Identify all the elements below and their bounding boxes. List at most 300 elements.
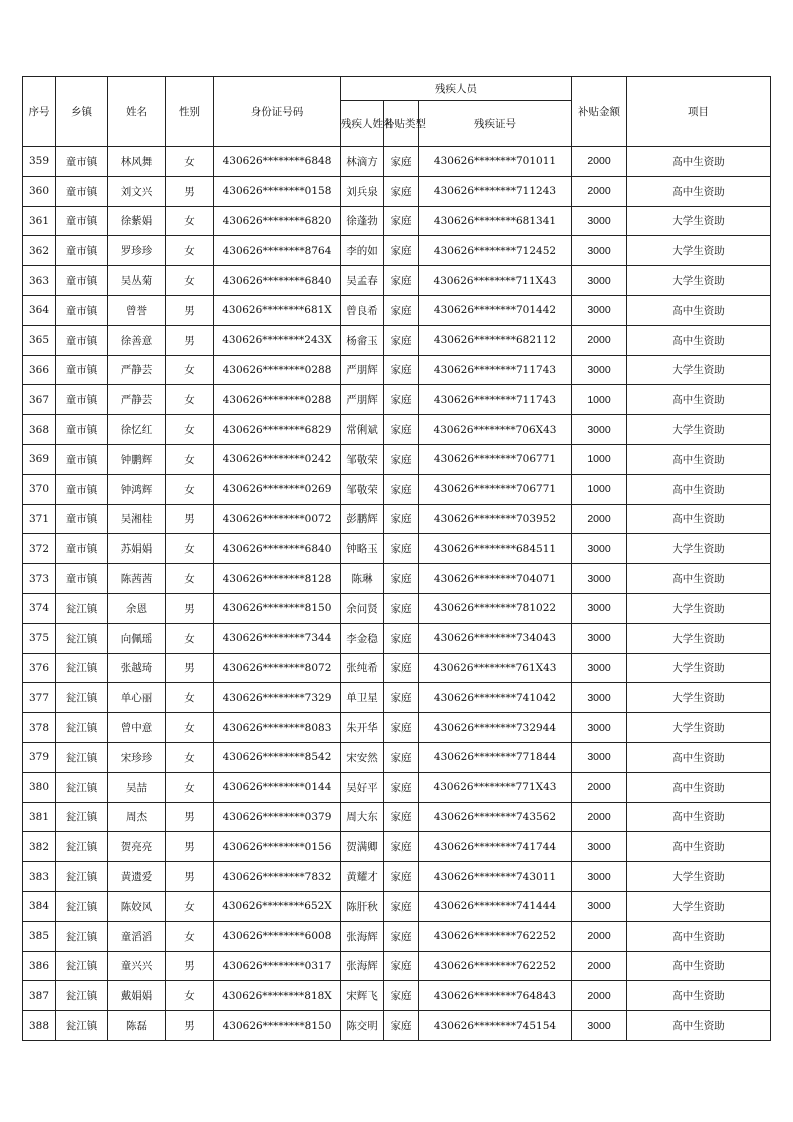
cell-project: 大学生资助 bbox=[627, 534, 771, 564]
cell-town: 瓮江镇 bbox=[56, 802, 108, 832]
cell-subsidy-type: 家庭 bbox=[384, 295, 419, 325]
cell-gender: 女 bbox=[166, 206, 214, 236]
cell-name: 钟鹏辉 bbox=[108, 444, 166, 474]
cell-name: 黄遗爱 bbox=[108, 862, 166, 892]
cell-subsidy-type: 家庭 bbox=[384, 385, 419, 415]
cell-id-number: 430626********681X bbox=[214, 295, 341, 325]
cell-subsidy-type: 家庭 bbox=[384, 1011, 419, 1041]
table-row bbox=[23, 951, 771, 981]
cell-id-number: 430626********6829 bbox=[214, 415, 341, 445]
cell-subsidy-type: 家庭 bbox=[384, 236, 419, 266]
cell-id-number: 430626********652X bbox=[214, 891, 341, 921]
table-row bbox=[23, 1011, 771, 1041]
table-row bbox=[23, 564, 771, 594]
cell-seq: 366 bbox=[23, 355, 56, 385]
cell-subsidy-type: 家庭 bbox=[384, 266, 419, 296]
cell-id-number: 430626********6840 bbox=[214, 534, 341, 564]
cell-project: 高中生资助 bbox=[627, 742, 771, 772]
cell-disabled-name: 陈交明 bbox=[341, 1011, 384, 1041]
cell-gender: 女 bbox=[166, 891, 214, 921]
cell-seq: 362 bbox=[23, 236, 56, 266]
cell-amount: 2000 bbox=[572, 951, 627, 981]
cell-amount: 3000 bbox=[572, 832, 627, 862]
cell-gender: 男 bbox=[166, 862, 214, 892]
cell-seq: 388 bbox=[23, 1011, 56, 1041]
cell-subsidy-type: 家庭 bbox=[384, 355, 419, 385]
cell-cert-number: 430626********771X43 bbox=[419, 772, 572, 802]
cell-name: 单心丽 bbox=[108, 683, 166, 713]
cell-amount: 2000 bbox=[572, 802, 627, 832]
cell-disabled-name: 陈肝秋 bbox=[341, 891, 384, 921]
header-town: 乡镇 bbox=[56, 77, 108, 147]
cell-cert-number: 430626********711743 bbox=[419, 355, 572, 385]
cell-amount: 2000 bbox=[572, 921, 627, 951]
cell-town: 童市镇 bbox=[56, 295, 108, 325]
cell-seq: 379 bbox=[23, 742, 56, 772]
cell-amount: 3000 bbox=[572, 415, 627, 445]
table-row bbox=[23, 832, 771, 862]
cell-name: 戴娟娟 bbox=[108, 981, 166, 1011]
cell-amount: 3000 bbox=[572, 713, 627, 743]
cell-project: 高中生资助 bbox=[627, 981, 771, 1011]
cell-project: 高中生资助 bbox=[627, 951, 771, 981]
cell-id-number: 430626********6008 bbox=[214, 921, 341, 951]
cell-project: 高中生资助 bbox=[627, 564, 771, 594]
table-row bbox=[23, 176, 771, 206]
table-row bbox=[23, 415, 771, 445]
cell-id-number: 430626********8150 bbox=[214, 593, 341, 623]
cell-subsidy-type: 家庭 bbox=[384, 921, 419, 951]
cell-subsidy-type: 家庭 bbox=[384, 713, 419, 743]
cell-name: 林风舞 bbox=[108, 147, 166, 177]
cell-seq: 376 bbox=[23, 653, 56, 683]
cell-subsidy-type: 家庭 bbox=[384, 683, 419, 713]
cell-seq: 372 bbox=[23, 534, 56, 564]
cell-town: 瓮江镇 bbox=[56, 683, 108, 713]
cell-project: 高中生资助 bbox=[627, 772, 771, 802]
table-row bbox=[23, 236, 771, 266]
cell-gender: 男 bbox=[166, 504, 214, 534]
cell-cert-number: 430626********764843 bbox=[419, 981, 572, 1011]
table-row bbox=[23, 802, 771, 832]
cell-subsidy-type: 家庭 bbox=[384, 325, 419, 355]
cell-seq: 380 bbox=[23, 772, 56, 802]
cell-project: 高中生资助 bbox=[627, 832, 771, 862]
cell-cert-number: 430626********761X43 bbox=[419, 653, 572, 683]
cell-seq: 363 bbox=[23, 266, 56, 296]
cell-disabled-name: 陈琳 bbox=[341, 564, 384, 594]
cell-project: 大学生资助 bbox=[627, 653, 771, 683]
cell-town: 童市镇 bbox=[56, 147, 108, 177]
cell-id-number: 430626********0379 bbox=[214, 802, 341, 832]
cell-amount: 3000 bbox=[572, 891, 627, 921]
cell-name: 吴丛菊 bbox=[108, 266, 166, 296]
cell-project: 大学生资助 bbox=[627, 236, 771, 266]
cell-name: 钟鸿辉 bbox=[108, 474, 166, 504]
cell-gender: 男 bbox=[166, 176, 214, 206]
cell-cert-number: 430626********711743 bbox=[419, 385, 572, 415]
header-id-number: 身份证号码 bbox=[214, 77, 341, 147]
cell-cert-number: 430626********681341 bbox=[419, 206, 572, 236]
cell-seq: 371 bbox=[23, 504, 56, 534]
cell-disabled-name: 张海辉 bbox=[341, 921, 384, 951]
cell-id-number: 430626********0317 bbox=[214, 951, 341, 981]
cell-gender: 女 bbox=[166, 772, 214, 802]
table-row bbox=[23, 444, 771, 474]
cell-disabled-name: 徐蓬勃 bbox=[341, 206, 384, 236]
cell-disabled-name: 朱开华 bbox=[341, 713, 384, 743]
cell-disabled-name: 吴孟春 bbox=[341, 266, 384, 296]
cell-cert-number: 430626********682112 bbox=[419, 325, 572, 355]
cell-town: 瓮江镇 bbox=[56, 832, 108, 862]
cell-amount: 3000 bbox=[572, 355, 627, 385]
cell-name: 曾誉 bbox=[108, 295, 166, 325]
cell-project: 大学生资助 bbox=[627, 355, 771, 385]
cell-name: 童滔滔 bbox=[108, 921, 166, 951]
cell-cert-number: 430626********712452 bbox=[419, 236, 572, 266]
cell-disabled-name: 严朋辉 bbox=[341, 385, 384, 415]
header-seq: 序号 bbox=[23, 77, 56, 147]
cell-id-number: 430626********6840 bbox=[214, 266, 341, 296]
cell-id-number: 430626********7344 bbox=[214, 623, 341, 653]
cell-project: 大学生资助 bbox=[627, 266, 771, 296]
header-disabled-name: 残疾人姓名 bbox=[341, 101, 384, 147]
cell-id-number: 430626********8128 bbox=[214, 564, 341, 594]
cell-project: 大学生资助 bbox=[627, 206, 771, 236]
cell-cert-number: 430626********741444 bbox=[419, 891, 572, 921]
cell-disabled-name: 林滴方 bbox=[341, 147, 384, 177]
cell-subsidy-type: 家庭 bbox=[384, 564, 419, 594]
cell-cert-number: 430626********743011 bbox=[419, 862, 572, 892]
table-row bbox=[23, 266, 771, 296]
cell-town: 童市镇 bbox=[56, 266, 108, 296]
table-row bbox=[23, 981, 771, 1011]
cell-id-number: 430626********0158 bbox=[214, 176, 341, 206]
header-subsidy-type: 补贴类型 bbox=[384, 101, 419, 147]
cell-project: 高中生资助 bbox=[627, 802, 771, 832]
cell-project: 大学生资助 bbox=[627, 891, 771, 921]
cell-name: 陈磊 bbox=[108, 1011, 166, 1041]
cell-cert-number: 430626********732944 bbox=[419, 713, 572, 743]
cell-project: 高中生资助 bbox=[627, 474, 771, 504]
cell-amount: 3000 bbox=[572, 295, 627, 325]
cell-amount: 1000 bbox=[572, 474, 627, 504]
cell-gender: 女 bbox=[166, 981, 214, 1011]
cell-town: 瓮江镇 bbox=[56, 1011, 108, 1041]
cell-disabled-name: 周大东 bbox=[341, 802, 384, 832]
cell-subsidy-type: 家庭 bbox=[384, 653, 419, 683]
cell-gender: 女 bbox=[166, 683, 214, 713]
table-row bbox=[23, 653, 771, 683]
cell-amount: 1000 bbox=[572, 444, 627, 474]
table-row bbox=[23, 713, 771, 743]
cell-cert-number: 430626********704071 bbox=[419, 564, 572, 594]
table-row bbox=[23, 862, 771, 892]
cell-id-number: 430626********7329 bbox=[214, 683, 341, 713]
cell-seq: 382 bbox=[23, 832, 56, 862]
cell-subsidy-type: 家庭 bbox=[384, 147, 419, 177]
cell-gender: 女 bbox=[166, 921, 214, 951]
header-gender: 性别 bbox=[166, 77, 214, 147]
cell-cert-number: 430626********781022 bbox=[419, 593, 572, 623]
table-row bbox=[23, 474, 771, 504]
cell-project: 大学生资助 bbox=[627, 623, 771, 653]
cell-gender: 女 bbox=[166, 623, 214, 653]
table-row bbox=[23, 921, 771, 951]
header-amount: 补贴金额 bbox=[572, 77, 627, 147]
cell-id-number: 430626********8764 bbox=[214, 236, 341, 266]
cell-disabled-name: 刘兵泉 bbox=[341, 176, 384, 206]
cell-amount: 3000 bbox=[572, 683, 627, 713]
cell-gender: 女 bbox=[166, 355, 214, 385]
table-row bbox=[23, 593, 771, 623]
cell-gender: 女 bbox=[166, 444, 214, 474]
table-row bbox=[23, 355, 771, 385]
cell-town: 童市镇 bbox=[56, 444, 108, 474]
cell-seq: 360 bbox=[23, 176, 56, 206]
cell-cert-number: 430626********701011 bbox=[419, 147, 572, 177]
cell-town: 童市镇 bbox=[56, 504, 108, 534]
cell-town: 瓮江镇 bbox=[56, 891, 108, 921]
cell-amount: 2000 bbox=[572, 772, 627, 802]
subsidy-table bbox=[22, 76, 771, 1041]
cell-disabled-name: 常俐斌 bbox=[341, 415, 384, 445]
cell-seq: 361 bbox=[23, 206, 56, 236]
cell-name: 童兴兴 bbox=[108, 951, 166, 981]
cell-amount: 3000 bbox=[572, 742, 627, 772]
cell-cert-number: 430626********741744 bbox=[419, 832, 572, 862]
cell-project: 高中生资助 bbox=[627, 147, 771, 177]
table-row bbox=[23, 385, 771, 415]
cell-disabled-name: 贺满卿 bbox=[341, 832, 384, 862]
cell-id-number: 430626********7832 bbox=[214, 862, 341, 892]
cell-amount: 3000 bbox=[572, 593, 627, 623]
cell-id-number: 430626********6820 bbox=[214, 206, 341, 236]
cell-subsidy-type: 家庭 bbox=[384, 474, 419, 504]
cell-project: 高中生资助 bbox=[627, 385, 771, 415]
cell-disabled-name: 彭鹏辉 bbox=[341, 504, 384, 534]
table-row bbox=[23, 147, 771, 177]
cell-cert-number: 430626********706771 bbox=[419, 444, 572, 474]
cell-amount: 2000 bbox=[572, 325, 627, 355]
cell-name: 吴湘桂 bbox=[108, 504, 166, 534]
cell-amount: 3000 bbox=[572, 862, 627, 892]
cell-id-number: 430626********243X bbox=[214, 325, 341, 355]
cell-id-number: 430626********8542 bbox=[214, 742, 341, 772]
cell-town: 童市镇 bbox=[56, 236, 108, 266]
cell-cert-number: 430626********771844 bbox=[419, 742, 572, 772]
cell-gender: 女 bbox=[166, 385, 214, 415]
cell-name: 严静芸 bbox=[108, 355, 166, 385]
cell-name: 陈姣风 bbox=[108, 891, 166, 921]
cell-town: 瓮江镇 bbox=[56, 921, 108, 951]
cell-subsidy-type: 家庭 bbox=[384, 742, 419, 772]
cell-seq: 385 bbox=[23, 921, 56, 951]
cell-subsidy-type: 家庭 bbox=[384, 981, 419, 1011]
cell-disabled-name: 邹敬荣 bbox=[341, 444, 384, 474]
cell-town: 瓮江镇 bbox=[56, 593, 108, 623]
cell-town: 童市镇 bbox=[56, 415, 108, 445]
cell-amount: 3000 bbox=[572, 534, 627, 564]
cell-town: 瓮江镇 bbox=[56, 981, 108, 1011]
cell-name: 周杰 bbox=[108, 802, 166, 832]
cell-gender: 男 bbox=[166, 593, 214, 623]
cell-id-number: 430626********0269 bbox=[214, 474, 341, 504]
cell-town: 瓮江镇 bbox=[56, 862, 108, 892]
cell-cert-number: 430626********762252 bbox=[419, 951, 572, 981]
table-body bbox=[23, 147, 771, 1041]
cell-amount: 3000 bbox=[572, 206, 627, 236]
cell-name: 余恩 bbox=[108, 593, 166, 623]
cell-town: 童市镇 bbox=[56, 206, 108, 236]
cell-cert-number: 430626********762252 bbox=[419, 921, 572, 951]
cell-subsidy-type: 家庭 bbox=[384, 772, 419, 802]
cell-subsidy-type: 家庭 bbox=[384, 415, 419, 445]
cell-town: 瓮江镇 bbox=[56, 951, 108, 981]
cell-disabled-name: 李金稳 bbox=[341, 623, 384, 653]
header-name: 姓名 bbox=[108, 77, 166, 147]
table-row bbox=[23, 534, 771, 564]
cell-project: 大学生资助 bbox=[627, 713, 771, 743]
cell-project: 高中生资助 bbox=[627, 1011, 771, 1041]
cell-cert-number: 430626********706X43 bbox=[419, 415, 572, 445]
cell-name: 罗珍珍 bbox=[108, 236, 166, 266]
cell-subsidy-type: 家庭 bbox=[384, 832, 419, 862]
cell-town: 童市镇 bbox=[56, 176, 108, 206]
cell-disabled-name: 邹敬荣 bbox=[341, 474, 384, 504]
cell-disabled-name: 严朋辉 bbox=[341, 355, 384, 385]
cell-gender: 男 bbox=[166, 1011, 214, 1041]
cell-town: 瓮江镇 bbox=[56, 623, 108, 653]
cell-subsidy-type: 家庭 bbox=[384, 891, 419, 921]
cell-town: 童市镇 bbox=[56, 534, 108, 564]
cell-cert-number: 430626********743562 bbox=[419, 802, 572, 832]
cell-amount: 3000 bbox=[572, 623, 627, 653]
cell-project: 大学生资助 bbox=[627, 683, 771, 713]
cell-amount: 3000 bbox=[572, 653, 627, 683]
cell-town: 童市镇 bbox=[56, 564, 108, 594]
cell-project: 高中生资助 bbox=[627, 504, 771, 534]
cell-name: 宋珍珍 bbox=[108, 742, 166, 772]
cell-seq: 364 bbox=[23, 295, 56, 325]
cell-subsidy-type: 家庭 bbox=[384, 623, 419, 653]
cell-cert-number: 430626********684511 bbox=[419, 534, 572, 564]
cell-cert-number: 430626********741042 bbox=[419, 683, 572, 713]
cell-gender: 女 bbox=[166, 415, 214, 445]
cell-amount: 3000 bbox=[572, 266, 627, 296]
cell-name: 陈茜茜 bbox=[108, 564, 166, 594]
cell-town: 童市镇 bbox=[56, 385, 108, 415]
table-row bbox=[23, 683, 771, 713]
cell-seq: 386 bbox=[23, 951, 56, 981]
cell-seq: 374 bbox=[23, 593, 56, 623]
cell-seq: 387 bbox=[23, 981, 56, 1011]
cell-name: 徐忆红 bbox=[108, 415, 166, 445]
table-row bbox=[23, 206, 771, 236]
cell-project: 大学生资助 bbox=[627, 415, 771, 445]
table-row bbox=[23, 295, 771, 325]
cell-cert-number: 430626********706771 bbox=[419, 474, 572, 504]
cell-name: 曾中意 bbox=[108, 713, 166, 743]
cell-disabled-name: 宋辉飞 bbox=[341, 981, 384, 1011]
table-row bbox=[23, 325, 771, 355]
cell-amount: 3000 bbox=[572, 1011, 627, 1041]
cell-subsidy-type: 家庭 bbox=[384, 802, 419, 832]
table-header bbox=[23, 77, 771, 147]
cell-id-number: 430626********0156 bbox=[214, 832, 341, 862]
cell-disabled-name: 杨畲玉 bbox=[341, 325, 384, 355]
cell-amount: 3000 bbox=[572, 564, 627, 594]
cell-name: 严静芸 bbox=[108, 385, 166, 415]
cell-disabled-name: 钟略玉 bbox=[341, 534, 384, 564]
cell-amount: 2000 bbox=[572, 981, 627, 1011]
cell-disabled-name: 张海辉 bbox=[341, 951, 384, 981]
cell-gender: 女 bbox=[166, 236, 214, 266]
cell-seq: 370 bbox=[23, 474, 56, 504]
cell-disabled-name: 张纯希 bbox=[341, 653, 384, 683]
cell-gender: 女 bbox=[166, 713, 214, 743]
cell-subsidy-type: 家庭 bbox=[384, 504, 419, 534]
cell-gender: 女 bbox=[166, 147, 214, 177]
cell-amount: 3000 bbox=[572, 236, 627, 266]
cell-cert-number: 430626********734043 bbox=[419, 623, 572, 653]
cell-gender: 女 bbox=[166, 474, 214, 504]
cell-amount: 2000 bbox=[572, 176, 627, 206]
cell-seq: 377 bbox=[23, 683, 56, 713]
cell-gender: 女 bbox=[166, 534, 214, 564]
cell-seq: 369 bbox=[23, 444, 56, 474]
cell-amount: 2000 bbox=[572, 147, 627, 177]
cell-id-number: 430626********8072 bbox=[214, 653, 341, 683]
cell-name: 徐紫娟 bbox=[108, 206, 166, 236]
cell-subsidy-type: 家庭 bbox=[384, 534, 419, 564]
cell-id-number: 430626********6848 bbox=[214, 147, 341, 177]
cell-cert-number: 430626********703952 bbox=[419, 504, 572, 534]
cell-disabled-name: 李的如 bbox=[341, 236, 384, 266]
cell-town: 童市镇 bbox=[56, 474, 108, 504]
table-row bbox=[23, 623, 771, 653]
cell-id-number: 430626********8083 bbox=[214, 713, 341, 743]
cell-gender: 男 bbox=[166, 325, 214, 355]
cell-cert-number: 430626********711243 bbox=[419, 176, 572, 206]
cell-project: 大学生资助 bbox=[627, 862, 771, 892]
cell-subsidy-type: 家庭 bbox=[384, 206, 419, 236]
cell-gender: 女 bbox=[166, 742, 214, 772]
table-row bbox=[23, 891, 771, 921]
cell-seq: 373 bbox=[23, 564, 56, 594]
cell-project: 高中生资助 bbox=[627, 325, 771, 355]
header-cert-number: 残疾证号 bbox=[419, 101, 572, 147]
cell-gender: 男 bbox=[166, 295, 214, 325]
table-row bbox=[23, 772, 771, 802]
cell-seq: 384 bbox=[23, 891, 56, 921]
cell-seq: 365 bbox=[23, 325, 56, 355]
cell-town: 童市镇 bbox=[56, 355, 108, 385]
header-disabled-group: 残疾人员 bbox=[341, 77, 572, 101]
cell-project: 高中生资助 bbox=[627, 444, 771, 474]
cell-disabled-name: 吴好平 bbox=[341, 772, 384, 802]
cell-town: 瓮江镇 bbox=[56, 653, 108, 683]
cell-seq: 383 bbox=[23, 862, 56, 892]
cell-amount: 1000 bbox=[572, 385, 627, 415]
cell-project: 高中生资助 bbox=[627, 295, 771, 325]
cell-subsidy-type: 家庭 bbox=[384, 593, 419, 623]
cell-seq: 359 bbox=[23, 147, 56, 177]
cell-id-number: 430626********818X bbox=[214, 981, 341, 1011]
cell-disabled-name: 曾良希 bbox=[341, 295, 384, 325]
cell-subsidy-type: 家庭 bbox=[384, 951, 419, 981]
cell-seq: 378 bbox=[23, 713, 56, 743]
